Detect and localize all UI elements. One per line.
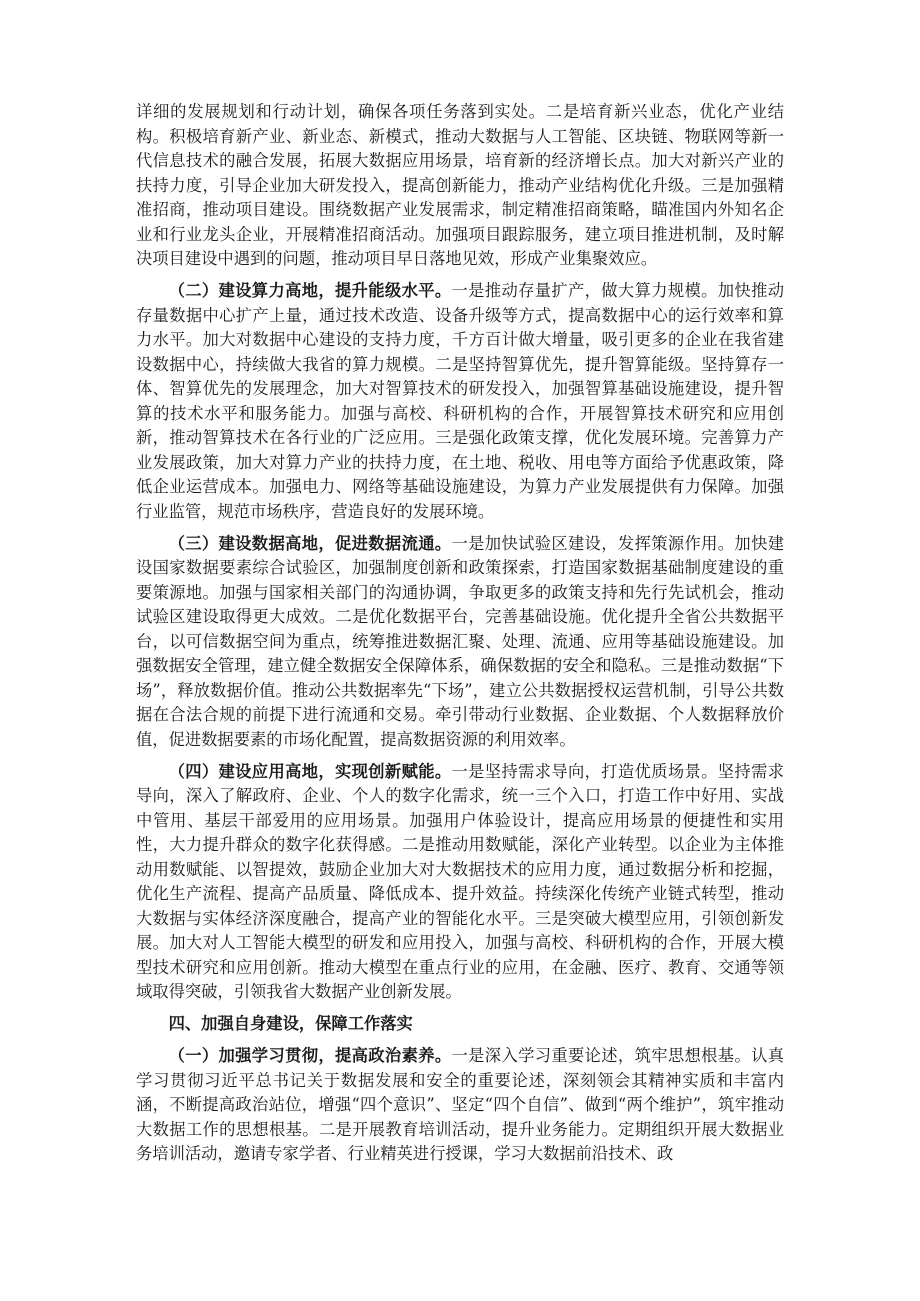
paragraph-heading: （三）建设数据高地，促进数据流通。 [168,533,452,553]
paragraph-text: 一是坚持需求导向，打造优质场景。坚持需求导向，深入了解政府、企业、个人的数字化需求，统一三个入口，打造工作中好用、实战中管用、基层干部爱用的应用场景。加强用户体验设计，提高应用场景的便捷性和实用性，大力提升群众的数字化获得感。二是推动用数赋能，深化产业转型。以企业为主体推动用数赋能、以智提效，鼓励企业加大对大数据技术的应用力度，通过数据分析和挖掘，优化生产流程、提高产品质量、降低成本、提升效益。持续深化传统产业链式转型，推动大数据与实体经济深度融合，提高产业的智能化水平。三是突破大模型应用，引领创新发展。加大对人工智能大模型的研发和应用投入，加强与高校、科研机构的合作，开展大模型技术研究和应用创新。推动大模型在重点行业的应用，在金融、医疗、教育、交通等领域取得突破，引领我省大数据产业创新发展。 [136,761,784,1001]
paragraph-heading: （四）建设应用高地，实现创新赋能。 [168,761,452,781]
document-page [136,100,784,1174]
paragraph-text: 一是加快试验区建设，发挥策源作用。加快建设国家数据要素综合试验区，加强制度创新和政策探索，打造国家数据基础制度建设的重要策源地。加强与国家相关部门的沟通协调，争取更多的政策支持和先行先试机会，推动试验区建设取得更大成效。二是优化数据平台，完善基础设施。优化提升全省公共数据平台，以可信数据空间为重点，统筹推进数据汇聚、处理、流通、应用等基础设施建设。加强数据安全管理，建立健全数据安全保障体系，确保数据的安全和隐私。三是推动数据“下场”，释放数据价值。推动公共数据率先“下场”，建立公共数据授权运营机制，引导公共数据在合法合规的前提下进行流通和交易。牵引带动行业数据、企业数据、个人数据释放价值，促进数据要素的市场化配置，提高数据资源的利用效率。 [136,533,784,749]
paragraph-computing-highland [136,279,784,524]
paragraph-continuation [136,100,784,272]
paragraph-heading: （一）加强学习贯彻，提高政治素养。 [168,1046,452,1065]
paragraph-heading: （二）建设算力高地，提升能级水平。 [168,281,452,300]
paragraph-study-implementation [136,1044,784,1167]
paragraph-text: 详细的发展规划和行动计划，确保各项任务落到实处。二是培育新兴业态，优化产业结构。积极培育新产业、新业态、新模式，推动大数据与人工智能、区块链、物联网等新一代信息技术的融合发展，拓展大数据应用场景，培育新的经济增长点。加大对新兴产业的扶持力度，引导企业加大研发投入，提高创新能力，推动产业结构优化升级。三是加强精准招商，推动项目建设。围绕数据产业发展需求，制定精准招商策略，瞄准国内外知名企业和行业龙头企业，开展精准招商活动。加强项目跟踪服务，建立项目推进机制，及时解决项目建设中遇到的问题，推动项目早日落地见效，形成产业集聚效应。 [136,102,784,268]
paragraph-application-highland [136,760,784,1005]
paragraph-text: 一是深入学习重要论述，筑牢思想根基。认真学习贯彻习近平总书记关于数据发展和安全的重要论述，深刻领会其精神实质和丰富内涵，不断提高政治站位，增强“四个意识”、坚定“四个自信”、做到“两个维护”，筑牢推动大数据工作的思想根基。二是开展教育培训活动，提升业务能力。定期组织开展大数据业务培训活动，邀请专家学者、行业精英进行授课，学习大数据前沿技术、政 [136,1046,784,1163]
paragraph-data-highland [136,532,784,753]
section-heading: 四、加强自身建设，保障工作落实 [168,1014,413,1033]
paragraph-text: 一是推动存量扩产，做大算力规模。加快推动存量数据中心扩产上量，通过技术改造、设备升级等方式，提高数据中心的运行效率和算力水平。加大对数据中心建设的支持力度，千方百计做大增量，吸引更多的企业在我省建设数据中心，持续做大我省的算力规模。二是坚持智算优先，提升智算能级。坚持算存一体、智算优先的发展理念，加大对智算技术的研发投入，加强智算基础设施建设，提升智算的技术水平和服务能力。加强与高校、科研机构的合作，开展智算技术研究和应用创新，推动智算技术在各行业的广泛应用。三是强化政策支撑，优化发展环境。完善算力产业发展政策，加大对算力产业的扶持力度，在土地、税收、用电等方面给予优惠政策，降低企业运营成本。加强电力、网络等基础设施建设，为算力产业发展提供有力保障。加强行业监管，规范市场秩序，营造良好的发展环境。 [136,281,784,521]
